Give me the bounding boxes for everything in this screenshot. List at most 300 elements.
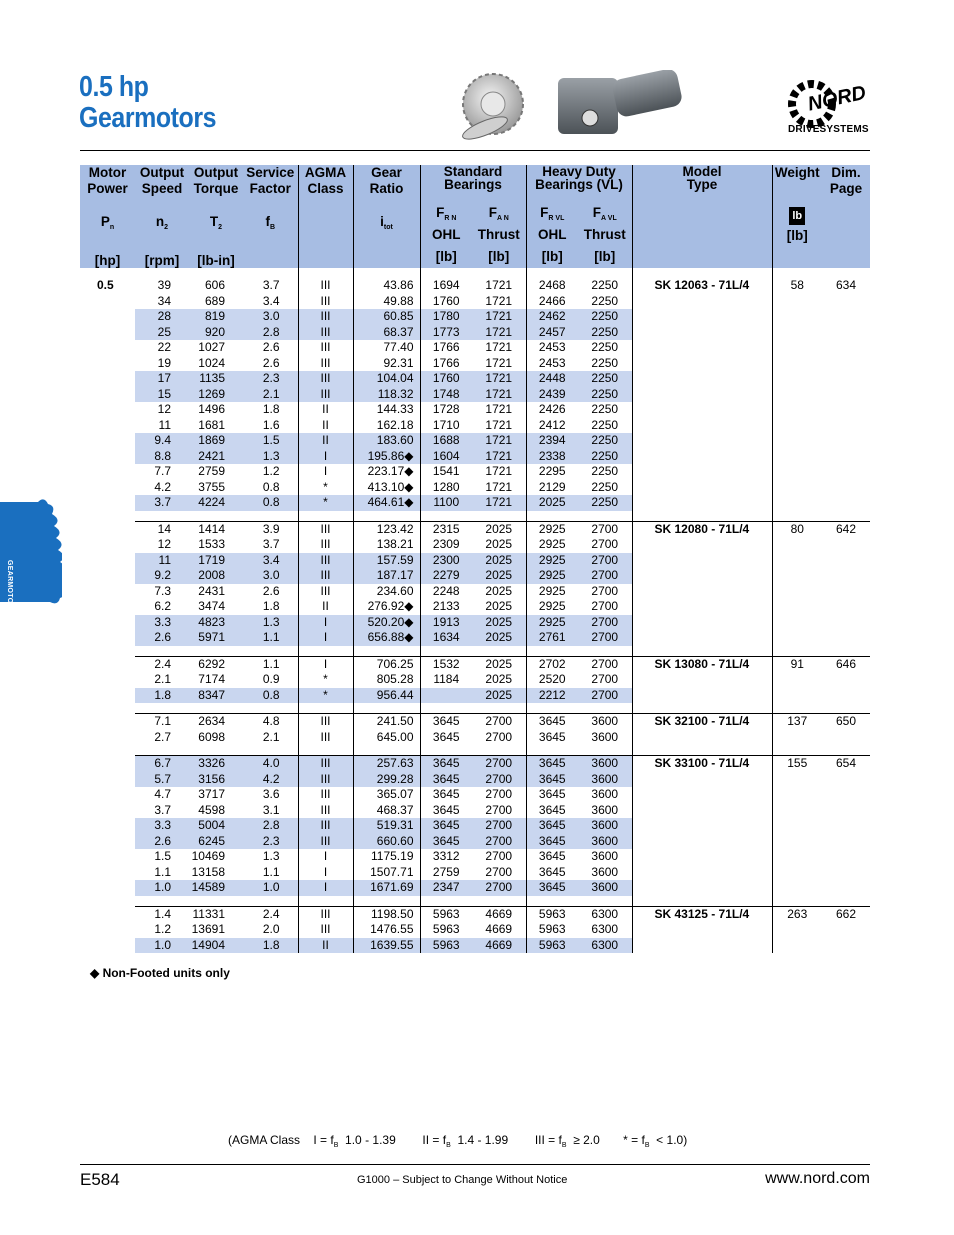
agma-class-cell: I <box>298 630 353 646</box>
output-torque-cell: 3326 <box>189 756 243 772</box>
favl-thrust-cell: 2700 <box>591 656 619 671</box>
weight-cell: 91 <box>772 656 822 703</box>
gear-ratio-cell: 956.44 <box>353 688 420 704</box>
fan-thrust-cell: 2025 <box>485 537 513 551</box>
gear-ratio-cell: 413.10◆ <box>353 480 420 496</box>
gear-ratio-cell: 241.50 <box>353 714 420 730</box>
hdr-heavy-bearings: Heavy Duty Bearings (VL) $F_{R VL}$ OHL [lb] $F_{A VL}$ Thrust [lb] <box>526 165 632 268</box>
hdr-service-factor: Service Factor $f_B$ <box>243 165 298 268</box>
brand-text: DRIVESYSTEMS <box>788 124 869 135</box>
frn-ohl-cell: 1688 <box>420 433 472 449</box>
fan-thrust-cell: 4669 <box>485 922 513 936</box>
service-factor-cell: 0.8 <box>262 479 280 494</box>
agma-class-cell: * <box>298 495 353 511</box>
service-factor-cell: 3.0 <box>243 568 298 584</box>
agma-class-cell: III <box>298 356 353 372</box>
favl-thrust-cell: 3600 <box>591 729 619 744</box>
motor-power-cell <box>80 756 135 772</box>
fan-thrust-cell: 2025 <box>485 583 513 598</box>
output-torque-cell: 14904 <box>189 938 243 954</box>
frn-ohl-cell: 3645 <box>420 714 472 730</box>
fan-thrust-cell: 2700 <box>485 729 513 744</box>
frn-ohl-cell: 1532 <box>420 656 472 672</box>
frvl-ohl-cell: 2426 <box>526 402 578 418</box>
agma-class-cell: III <box>298 371 353 387</box>
output-speed-cell: 19 <box>157 355 171 370</box>
agma-class-cell: I <box>298 880 353 896</box>
output-speed-cell: 1.4 <box>154 906 171 921</box>
gear-ratio-cell: 660.60 <box>353 834 420 850</box>
frn-ohl-cell: 5963 <box>420 938 472 954</box>
output-speed-cell: 11 <box>158 417 171 432</box>
gear-ratio-cell: 1507.71 <box>353 865 420 881</box>
frn-ohl-cell: 3645 <box>420 730 472 746</box>
output-speed-cell: 9.2 <box>135 568 189 584</box>
motor-power-cell <box>80 537 135 553</box>
motor-power-cell <box>80 584 135 600</box>
frvl-ohl-cell: 3645 <box>526 818 578 834</box>
favl-thrust-cell: 3600 <box>578 818 632 834</box>
service-factor-cell: 2.8 <box>243 325 298 341</box>
fan-thrust-cell: 2025 <box>485 656 513 671</box>
output-torque-cell: 4598 <box>198 802 225 817</box>
favl-thrust-cell: 2250 <box>591 340 619 354</box>
output-speed-cell: 7.1 <box>154 714 171 728</box>
frvl-ohl-cell: 2412 <box>526 418 578 434</box>
output-torque-cell: 2759 <box>198 464 225 478</box>
table-row <box>80 656 870 672</box>
gear-ratio-cell: 157.59 <box>353 553 420 569</box>
motor-power-cell <box>80 495 135 511</box>
service-factor-cell: 3.4 <box>262 293 280 308</box>
output-torque-cell: 1269 <box>189 387 243 403</box>
favl-thrust-cell: 2250 <box>591 464 619 478</box>
agma-class-cell: III <box>298 521 353 537</box>
favl-thrust-cell: 2250 <box>591 355 619 370</box>
motor-power-cell <box>80 730 135 746</box>
gear-ratio-cell: 104.04 <box>353 371 420 387</box>
agma-class-cell: III <box>298 278 353 294</box>
agma-class-cell: I <box>298 615 353 631</box>
favl-thrust-cell: 2700 <box>591 521 619 536</box>
agma-class-cell: II <box>298 433 353 449</box>
agma-class-cell: III <box>298 834 353 850</box>
service-factor-cell: 1.8 <box>262 599 280 613</box>
gear-ratio-cell: 68.37 <box>353 325 420 341</box>
dim-page-cell: 654 <box>835 756 857 770</box>
fan-thrust-cell: 2025 <box>472 615 526 631</box>
output-torque-cell: 2421 <box>189 449 243 465</box>
output-speed-cell: 1.2 <box>154 922 171 936</box>
gear-ratio-cell: 60.85 <box>353 309 420 325</box>
agma-class-cell: * <box>298 688 353 704</box>
model-type-cell: SK 43125 - 71L/4 <box>632 906 772 953</box>
frvl-ohl-cell: 2925 <box>526 599 578 615</box>
motor-power-cell <box>80 615 135 631</box>
gearmotor-table <box>80 165 870 953</box>
agma-class-cell: I <box>298 656 353 672</box>
fan-thrust-cell: 1721 <box>472 449 526 465</box>
gearmotor-image <box>556 70 688 142</box>
agma-class-cell: III <box>298 325 353 341</box>
output-speed-cell: 4.7 <box>154 787 171 801</box>
fan-thrust-cell: 1721 <box>485 355 513 370</box>
favl-thrust-cell: 2250 <box>578 371 632 387</box>
frn-ohl-cell: 3645 <box>420 818 472 834</box>
fan-thrust-cell: 2700 <box>472 880 526 896</box>
gear-ratio-cell: 92.31 <box>353 356 420 372</box>
agma-class-cell: III <box>298 584 353 600</box>
frvl-ohl-cell: 2453 <box>526 356 578 372</box>
frn-ohl-cell: 5963 <box>420 906 472 922</box>
motor-power-cell: 0.5 <box>97 278 114 292</box>
frvl-ohl-cell: 2453 <box>526 340 578 356</box>
group-separator <box>80 511 870 522</box>
side-tab-label: GEARMOTORS <box>6 560 13 614</box>
frvl-ohl-cell: 2457 <box>526 325 578 341</box>
favl-thrust-cell: 2700 <box>578 688 632 704</box>
dim-page-cell: 646 <box>835 656 857 671</box>
frvl-ohl-cell: 5963 <box>526 906 578 922</box>
favl-thrust-cell: 2250 <box>578 433 632 449</box>
motor-power-cell <box>80 803 135 819</box>
fan-thrust-cell: 2700 <box>485 864 513 879</box>
service-factor-cell: 1.1 <box>262 864 280 879</box>
motor-power-cell <box>80 865 135 881</box>
frn-ohl-cell: 3645 <box>420 834 472 850</box>
output-torque-cell: 7174 <box>198 672 225 686</box>
frn-ohl-cell: 1634 <box>420 630 472 646</box>
gear-ratio-cell: 520.20◆ <box>353 615 420 631</box>
frvl-ohl-cell: 2394 <box>526 433 578 449</box>
motor-power-cell <box>80 787 135 803</box>
output-speed-cell: 9.4 <box>135 433 189 449</box>
output-speed-cell: 2.1 <box>154 672 171 686</box>
frvl-ohl-cell: 2448 <box>526 371 578 387</box>
service-factor-cell: 2.1 <box>262 729 280 744</box>
output-speed-cell: 1.1 <box>154 864 171 879</box>
output-speed-cell: 22 <box>157 340 171 354</box>
gear-ratio-cell: 43.86 <box>353 278 420 294</box>
table-row <box>80 756 870 772</box>
frvl-ohl-cell: 3645 <box>526 880 578 896</box>
model-type-cell: SK 12080 - 71L/4 <box>632 521 772 646</box>
frn-ohl-cell: 2300 <box>420 553 472 569</box>
output-torque-cell: 4224 <box>189 495 243 511</box>
motor-power-cell <box>80 656 135 672</box>
output-speed-cell: 3.3 <box>135 818 189 834</box>
frvl-ohl-cell: 3645 <box>526 714 578 730</box>
hdr-output-torque: Output Torque $T_2$ [lb-in] <box>189 165 243 268</box>
output-speed-cell: 8.8 <box>135 449 189 465</box>
output-torque-cell: 3717 <box>198 787 225 801</box>
motor-power-cell <box>80 599 135 615</box>
frn-ohl-cell <box>420 688 472 704</box>
fan-thrust-cell: 2025 <box>472 568 526 584</box>
frn-ohl-cell: 2347 <box>420 880 472 896</box>
output-speed-cell: 1.0 <box>135 880 189 896</box>
output-torque-cell: 14589 <box>189 880 243 896</box>
fan-thrust-cell: 1721 <box>485 417 513 432</box>
gear-ratio-cell: 138.21 <box>353 537 420 553</box>
output-torque-cell: 5004 <box>189 818 243 834</box>
motor-power-cell <box>80 480 135 496</box>
output-speed-cell: 34 <box>157 293 171 308</box>
fan-thrust-cell: 2700 <box>485 802 513 817</box>
hdr-gear-ratio: Gear Ratio $i_{tot}$ <box>353 165 420 268</box>
output-speed-cell: 2.4 <box>154 656 171 671</box>
group-separator <box>80 745 870 756</box>
fan-thrust-cell: 2700 <box>485 714 513 728</box>
gear-ratio-cell: 195.86◆ <box>353 449 420 465</box>
output-speed-cell: 2.6 <box>135 834 189 850</box>
service-factor-cell: 1.1 <box>243 630 298 646</box>
agma-class-cell: III <box>298 309 353 325</box>
output-torque-cell: 1414 <box>198 521 225 536</box>
motor-power-cell <box>80 772 135 788</box>
fan-thrust-cell: 2025 <box>472 688 526 704</box>
weight-cell: 155 <box>772 756 822 896</box>
service-factor-cell: 4.8 <box>262 714 280 728</box>
weight-cell: 263 <box>772 906 822 953</box>
frvl-ohl-cell: 3645 <box>526 787 578 803</box>
fan-thrust-cell: 1721 <box>485 479 513 494</box>
motor-power-cell <box>80 433 135 449</box>
gear-ratio-cell: 1639.55 <box>353 938 420 954</box>
frvl-ohl-cell: 2925 <box>526 584 578 600</box>
frn-ohl-cell: 1773 <box>420 325 472 341</box>
service-factor-cell: 1.1 <box>262 656 280 671</box>
agma-class-cell: I <box>298 865 353 881</box>
agma-class-cell: * <box>298 480 353 496</box>
output-torque-cell: 2008 <box>189 568 243 584</box>
output-speed-cell: 1.5 <box>154 849 171 863</box>
output-torque-cell: 1135 <box>189 371 243 387</box>
output-torque-cell: 920 <box>189 325 243 341</box>
output-torque-cell: 1681 <box>198 417 225 432</box>
output-torque-cell: 2634 <box>198 714 225 728</box>
fan-thrust-cell: 2025 <box>485 521 513 536</box>
favl-thrust-cell: 2250 <box>591 479 619 494</box>
output-torque-cell: 5971 <box>189 630 243 646</box>
fan-thrust-cell: 1721 <box>485 464 513 478</box>
output-torque-cell: 6292 <box>198 656 225 671</box>
motor-power-cell <box>80 356 135 372</box>
service-factor-cell: 3.7 <box>262 278 280 292</box>
motor-power-cell <box>80 849 135 865</box>
fan-thrust-cell: 1721 <box>472 371 526 387</box>
service-factor-cell: 3.9 <box>262 521 280 536</box>
frn-ohl-cell: 3645 <box>420 787 472 803</box>
favl-thrust-cell: 2250 <box>578 309 632 325</box>
output-speed-cell: 2.7 <box>154 729 171 744</box>
motor-power-cell <box>80 449 135 465</box>
frvl-ohl-cell: 3645 <box>526 865 578 881</box>
frn-ohl-cell: 1728 <box>420 402 472 418</box>
motor-power-cell <box>80 402 135 418</box>
favl-thrust-cell: 2700 <box>591 599 619 613</box>
frvl-ohl-cell: 2520 <box>526 672 578 688</box>
favl-thrust-cell: 2250 <box>591 402 619 416</box>
output-torque-cell: 13691 <box>191 922 225 936</box>
fan-thrust-cell: 1721 <box>485 340 513 354</box>
motor-power-cell <box>80 521 135 537</box>
gear-ratio-cell: 234.60 <box>353 584 420 600</box>
gear-ratio-cell: 144.33 <box>353 402 420 418</box>
page-title: 0.5 hp Gearmotors <box>79 71 217 134</box>
agma-class-cell: III <box>298 568 353 584</box>
output-speed-cell: 14 <box>157 521 171 536</box>
output-torque-cell: 1533 <box>198 537 225 551</box>
weight-cell: 58 <box>772 278 822 511</box>
fan-thrust-cell: 1721 <box>485 293 513 308</box>
footnote: ◆ Non-Footed units only <box>90 966 230 980</box>
gear-ratio-cell: 183.60 <box>353 433 420 449</box>
output-torque-cell: 606 <box>204 278 225 292</box>
service-factor-cell: 0.8 <box>243 495 298 511</box>
output-speed-cell: 17 <box>135 371 189 387</box>
fan-thrust-cell: 4669 <box>485 906 513 921</box>
motor-power-cell <box>80 340 135 356</box>
agma-class-cell: III <box>298 387 353 403</box>
favl-thrust-cell: 2700 <box>591 672 619 686</box>
favl-thrust-cell: 2250 <box>591 293 619 308</box>
output-speed-cell: 7.7 <box>154 464 171 478</box>
gear-ratio-cell: 187.17 <box>353 568 420 584</box>
frvl-ohl-cell: 3645 <box>526 803 578 819</box>
favl-thrust-cell: 2700 <box>591 583 619 598</box>
frn-ohl-cell: 3645 <box>420 756 472 772</box>
motor-power-cell <box>80 688 135 704</box>
output-torque-cell: 1496 <box>198 402 225 416</box>
bottom-rule <box>80 1164 870 1165</box>
agma-class-cell: II <box>298 599 353 615</box>
frvl-ohl-cell: 3645 <box>526 834 578 850</box>
favl-thrust-cell: 6300 <box>591 906 619 921</box>
service-factor-cell: 2.1 <box>243 387 298 403</box>
frn-ohl-cell: 2315 <box>420 521 472 537</box>
agma-class-cell: III <box>298 922 353 938</box>
frn-ohl-cell: 1780 <box>420 309 472 325</box>
gear-ratio-cell: 519.31 <box>353 818 420 834</box>
frvl-ohl-cell: 3645 <box>526 849 578 865</box>
fan-thrust-cell: 1721 <box>485 402 513 416</box>
dim-page-cell: 650 <box>835 714 857 728</box>
service-factor-cell: 0.8 <box>243 688 298 704</box>
model-type-cell: SK 33100 - 71L/4 <box>632 756 772 896</box>
frn-ohl-cell: 1100 <box>420 495 472 511</box>
group-separator <box>80 896 870 907</box>
frvl-ohl-cell: 2925 <box>526 568 578 584</box>
frn-ohl-cell: 1766 <box>420 356 472 372</box>
table-row <box>80 906 870 922</box>
gear-ratio-cell: 468.37 <box>353 803 420 819</box>
agma-class-cell: II <box>298 938 353 954</box>
frn-ohl-cell: 1748 <box>420 387 472 403</box>
dim-page-cell: 634 <box>835 278 857 292</box>
favl-thrust-cell: 2700 <box>578 630 632 646</box>
frn-ohl-cell: 1184 <box>420 672 472 688</box>
output-speed-cell: 11 <box>135 553 189 569</box>
output-torque-cell: 1719 <box>189 553 243 569</box>
fan-thrust-cell: 4669 <box>472 938 526 954</box>
favl-thrust-cell: 2700 <box>578 553 632 569</box>
favl-thrust-cell: 2250 <box>578 495 632 511</box>
hdr-agma-class: AGMA Class <box>298 165 353 268</box>
model-type-cell: SK 13080 - 71L/4 <box>632 656 772 703</box>
frvl-ohl-cell: 2761 <box>526 630 578 646</box>
frn-ohl-cell: 2759 <box>420 865 472 881</box>
output-torque-cell: 4823 <box>189 615 243 631</box>
agma-class-cell: III <box>298 818 353 834</box>
service-factor-cell: 1.8 <box>262 402 280 416</box>
frvl-ohl-cell: 2295 <box>526 464 578 480</box>
favl-thrust-cell: 3600 <box>578 880 632 896</box>
output-speed-cell: 3.3 <box>135 615 189 631</box>
output-torque-cell: 11331 <box>192 906 225 921</box>
website-link[interactable]: www.nord.com <box>765 1170 870 1187</box>
output-speed-cell: 5.7 <box>135 772 189 788</box>
agma-class-cell: I <box>298 849 353 865</box>
agma-class-cell: III <box>298 294 353 310</box>
table-body <box>80 268 870 953</box>
motor-power-cell <box>80 325 135 341</box>
group-separator <box>80 703 870 714</box>
favl-thrust-cell: 2700 <box>578 615 632 631</box>
output-torque-cell: 3474 <box>198 599 225 613</box>
frn-ohl-cell: 2279 <box>420 568 472 584</box>
service-factor-cell: 3.0 <box>243 309 298 325</box>
spacer-row <box>80 268 870 278</box>
hdr-dim-page: Dim. Page <box>822 165 870 268</box>
output-torque-cell: 1024 <box>198 355 225 370</box>
frvl-ohl-cell: 2925 <box>526 553 578 569</box>
output-speed-cell: 4.2 <box>154 479 171 494</box>
output-speed-cell: 1.0 <box>135 938 189 954</box>
service-factor-cell: 2.6 <box>262 583 280 598</box>
motor-power-cell <box>80 418 135 434</box>
frvl-ohl-cell: 2462 <box>526 309 578 325</box>
agma-class-cell: III <box>298 772 353 788</box>
output-torque-cell: 3156 <box>189 772 243 788</box>
fan-thrust-cell: 2700 <box>472 772 526 788</box>
fan-thrust-cell: 1721 <box>472 387 526 403</box>
favl-thrust-cell: 2700 <box>591 537 619 551</box>
fan-thrust-cell: 2700 <box>485 787 513 801</box>
service-factor-cell: 2.3 <box>243 834 298 850</box>
agma-class-cell: * <box>298 672 353 688</box>
service-factor-cell: 1.8 <box>243 938 298 954</box>
frvl-ohl-cell: 3645 <box>526 730 578 746</box>
agma-class-cell: III <box>298 730 353 746</box>
motor-power-cell <box>80 922 135 938</box>
agma-class-cell: I <box>298 449 353 465</box>
motor-power-cell <box>80 309 135 325</box>
frvl-ohl-cell: 2338 <box>526 449 578 465</box>
gear-ratio-cell: 162.18 <box>353 418 420 434</box>
frn-ohl-cell: 1710 <box>420 418 472 434</box>
frn-ohl-cell: 2248 <box>420 584 472 600</box>
agma-class-cell: III <box>298 340 353 356</box>
svg-text:NORD: NORD <box>805 81 868 116</box>
frn-ohl-cell: 1694 <box>420 278 472 294</box>
fan-thrust-cell: 1721 <box>472 325 526 341</box>
service-factor-cell: 1.6 <box>262 417 280 432</box>
service-factor-cell: 2.6 <box>262 340 280 354</box>
gear-ratio-cell: 656.88◆ <box>353 630 420 646</box>
frvl-ohl-cell: 2468 <box>526 278 578 294</box>
output-torque-cell: 689 <box>204 293 225 308</box>
